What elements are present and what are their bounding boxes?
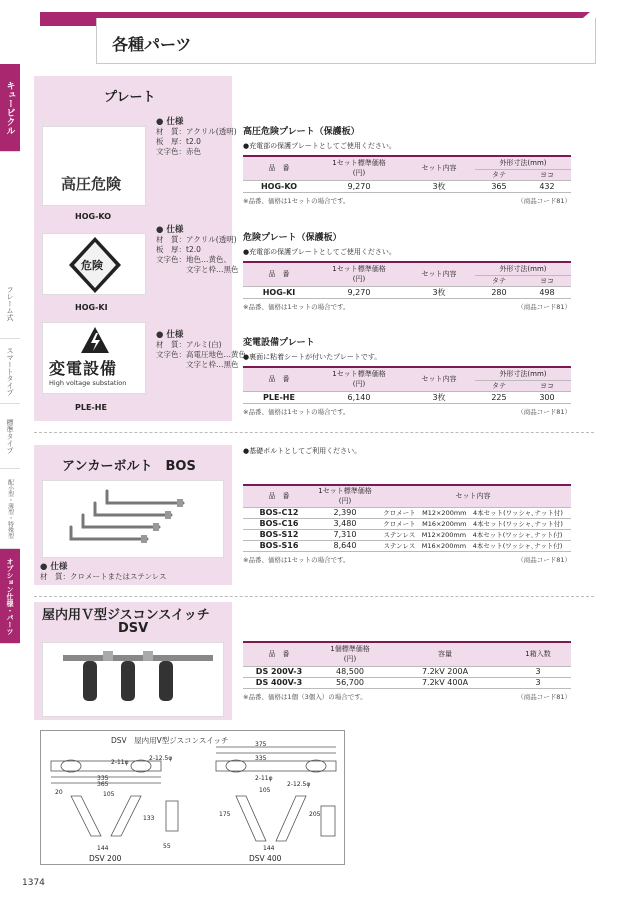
bolt-title: アンカーボルト BOS	[62, 459, 196, 474]
dim-label: 55	[163, 843, 171, 850]
spec-line: 文字色：高電圧地色…黄色、	[156, 350, 254, 359]
product-code: （商品コード81）	[517, 555, 571, 564]
dim-label: 2-11φ	[111, 759, 129, 766]
th-w: ヨコ	[523, 169, 571, 180]
table-note: ※品番、価格は1セットの場合です。	[243, 302, 350, 311]
table-note: ※品番、価格は1個（3個入）の場合です。	[243, 692, 367, 701]
table-row: DS 200V-3 48,500 7.2kV 200A 3	[243, 666, 571, 677]
th-part: 品 番	[243, 642, 315, 666]
spec-head: ● 仕様	[156, 225, 184, 235]
disconnect-switch-icon	[43, 643, 225, 718]
spec-line: 材 質：アクリル(透明)	[156, 235, 237, 244]
spec-line: 材 質：クロメートまたはステンレス	[40, 572, 167, 581]
th-set: セット内容	[403, 156, 475, 180]
product-code: （商品コード81）	[517, 196, 571, 205]
plate-table-block-3	[243, 335, 571, 416]
drawing-label-right: DSV 400	[249, 854, 282, 863]
plate-code-ple-he: PLE-HE	[75, 403, 107, 412]
drawing-label-left: DSV 200	[89, 854, 122, 863]
sign-text: 危険	[81, 259, 103, 272]
dim-label: 20	[55, 789, 63, 796]
th-w: ヨコ	[523, 380, 571, 391]
th-set: セット内容	[403, 262, 475, 286]
sign-text: 変電設備	[49, 359, 118, 378]
plate-image-hog-ki	[42, 233, 146, 295]
dim-label: 175	[219, 811, 231, 818]
plate-title: プレート	[104, 90, 156, 105]
technical-drawing-icon	[41, 731, 346, 866]
dim-label: 2-12.5φ	[287, 781, 311, 788]
spec-line: 文字と枠…黒色	[186, 265, 239, 274]
table-note: ※品番、価格は1セットの場合です。	[243, 196, 350, 205]
table-desc: ●充電部の保護プレートとしてご使用ください。	[243, 248, 396, 256]
spec-ple-he	[156, 330, 254, 370]
spec-line: 文字と枠…黒色	[186, 360, 239, 369]
spec-line: 材 質：アルミ(白)	[156, 340, 222, 349]
dim-label: 2-12.5φ	[149, 755, 173, 762]
th-dim: 外形寸法(mm)	[475, 262, 571, 275]
spec-hog-ki	[156, 225, 239, 275]
divider	[34, 596, 594, 597]
th-set: セット内容	[375, 485, 571, 507]
spec-line: 材 質：アクリル(透明)	[156, 127, 237, 136]
product-code: （商品コード81）	[517, 302, 571, 311]
page-number: 1374	[22, 878, 45, 888]
plate-code-hog-ko: HOG-KO	[75, 212, 112, 221]
table-title: 高圧危険プレート（保護板）	[243, 127, 360, 137]
spec-line: 文字色：地色…黄色、	[156, 255, 231, 264]
drawing-title: DSV 屋内用V型ジスコンスイッチ	[111, 736, 229, 745]
dim-label: 105	[259, 787, 271, 794]
table-desc: ●裏面に粘着シートが付いたプレートです。	[243, 353, 382, 361]
table-title: 変電設備プレート	[243, 338, 315, 348]
sidebar-item-special[interactable]: 配小型・薄型・特殊型	[0, 469, 20, 549]
dim-label: 2-11φ	[255, 775, 273, 782]
product-code: （商品コード81）	[517, 407, 571, 416]
table-desc: ●充電部の保護プレートとしてご使用ください。	[243, 142, 396, 150]
sidebar-item-cubicle[interactable]: キュービクル	[0, 64, 20, 152]
plate-image-hog-ko	[42, 126, 146, 206]
anchor-bolt-icon	[43, 481, 225, 559]
dsv-table	[243, 641, 571, 689]
th-set: セット内容	[403, 367, 475, 391]
th-dim: 外形寸法(mm)	[475, 367, 571, 380]
th-h: タテ	[475, 169, 523, 180]
dim-label: 205	[309, 811, 321, 818]
dsv-table-block	[243, 641, 571, 701]
table-row: BOS-C16 3,480 クロメート M16×200mm 4本セット(ワッシャ､ナット付)	[243, 518, 571, 529]
table-title: 危険プレート（保護板）	[243, 233, 342, 243]
plate-table	[243, 155, 571, 193]
th-price: 1セット標準価格 (円)	[315, 156, 403, 180]
th-part: 品 番	[243, 262, 315, 286]
plate-image-ple-he	[42, 322, 146, 394]
plate-table	[243, 261, 571, 299]
th-h: タテ	[475, 380, 523, 391]
dim-label: 335	[255, 755, 267, 762]
th-capacity: 容量	[385, 642, 505, 666]
sidebar-item-standard[interactable]: 標準タイプ	[0, 404, 20, 469]
th-h: タテ	[475, 275, 523, 286]
divider	[34, 432, 594, 433]
th-part: 品 番	[243, 367, 315, 391]
dim-label: 335	[97, 775, 109, 782]
dsv-drawing	[40, 730, 345, 865]
table-row: PLE-HE 6,140 3枚 225 300	[243, 391, 571, 403]
th-price: 1個標準価格 (円)	[315, 642, 385, 666]
spec-line: 文字色：赤色	[156, 147, 201, 156]
bolt-spec	[40, 562, 167, 582]
plate-table	[243, 366, 571, 404]
th-w: ヨコ	[523, 275, 571, 286]
th-qty: 1箱入数	[505, 642, 571, 666]
sidebar-item-smart[interactable]: スマートタイプ	[0, 339, 20, 404]
dsv-image	[42, 642, 224, 717]
table-row: HOG-KO 9,270 3枚 365 432	[243, 180, 571, 192]
sidebar	[0, 64, 20, 635]
dim-label: 144	[97, 845, 109, 852]
page-title: 各種パーツ	[112, 35, 192, 54]
th-part: 品 番	[243, 485, 315, 507]
table-row: DS 400V-3 56,700 7.2kV 400A 3	[243, 677, 571, 688]
bolt-table-block	[243, 446, 571, 564]
plate-table-block-1	[243, 124, 571, 205]
dim-label: 105	[103, 791, 115, 798]
sign-text: 高圧危険	[61, 175, 122, 193]
product-code: （商品コード81）	[517, 692, 571, 701]
table-row: BOS-S16 8,640 ステンレス M16×200mm 4本セット(ワッシャ､ナット付)	[243, 540, 571, 551]
th-part: 品 番	[243, 156, 315, 180]
spec-head: ● 仕様	[40, 562, 68, 572]
spec-head: ● 仕様	[156, 330, 184, 340]
table-note: ※品番、価格は1セットの場合です。	[243, 407, 350, 416]
dim-label: 375	[255, 741, 267, 748]
sidebar-item-frame[interactable]: フレーム式	[0, 269, 20, 339]
sidebar-item-option[interactable]: オプション仕様・パーツ	[0, 549, 20, 644]
bolt-table	[243, 484, 571, 552]
table-row: HOG-KI 9,270 3枚 280 498	[243, 286, 571, 298]
dim-label: 144	[263, 845, 275, 852]
table-desc: ●基礎ボルトとしてご利用ください。	[243, 447, 362, 455]
bolt-image	[42, 480, 224, 558]
plate-table-block-2	[243, 230, 571, 311]
th-dim: 外形寸法(mm)	[475, 156, 571, 169]
plate-code-hog-ki: HOG-KI	[75, 303, 108, 312]
table-row: BOS-C12 2,390 クロメート M12×200mm 4本セット(ワッシャ､ナット付)	[243, 507, 571, 518]
spec-hog-ko	[156, 117, 237, 157]
sign-subtext: High voltage substation	[49, 379, 127, 387]
spec-line: 板 厚：t2.0	[156, 137, 201, 146]
dim-label: 133	[143, 815, 155, 822]
th-price: 1セット標準価格 (円)	[315, 262, 403, 286]
spec-line: 板 厚：t2.0	[156, 245, 201, 254]
spec-head: ● 仕様	[156, 117, 184, 127]
th-price: 1セット標準価格 (円)	[315, 367, 403, 391]
table-note: ※品番、価格は1セットの場合です。	[243, 555, 350, 564]
th-price: 1セット標準価格 (円)	[315, 485, 375, 507]
dsv-title-2: DSV	[118, 621, 149, 636]
table-row: BOS-S12 7,310 ステンレス M12×200mm 4本セット(ワッシャ､ナット付)	[243, 529, 571, 540]
dim-label: 365	[97, 781, 109, 788]
dsv-title: 屋内用Ｖ型ジスコンスイッチ	[42, 608, 210, 623]
